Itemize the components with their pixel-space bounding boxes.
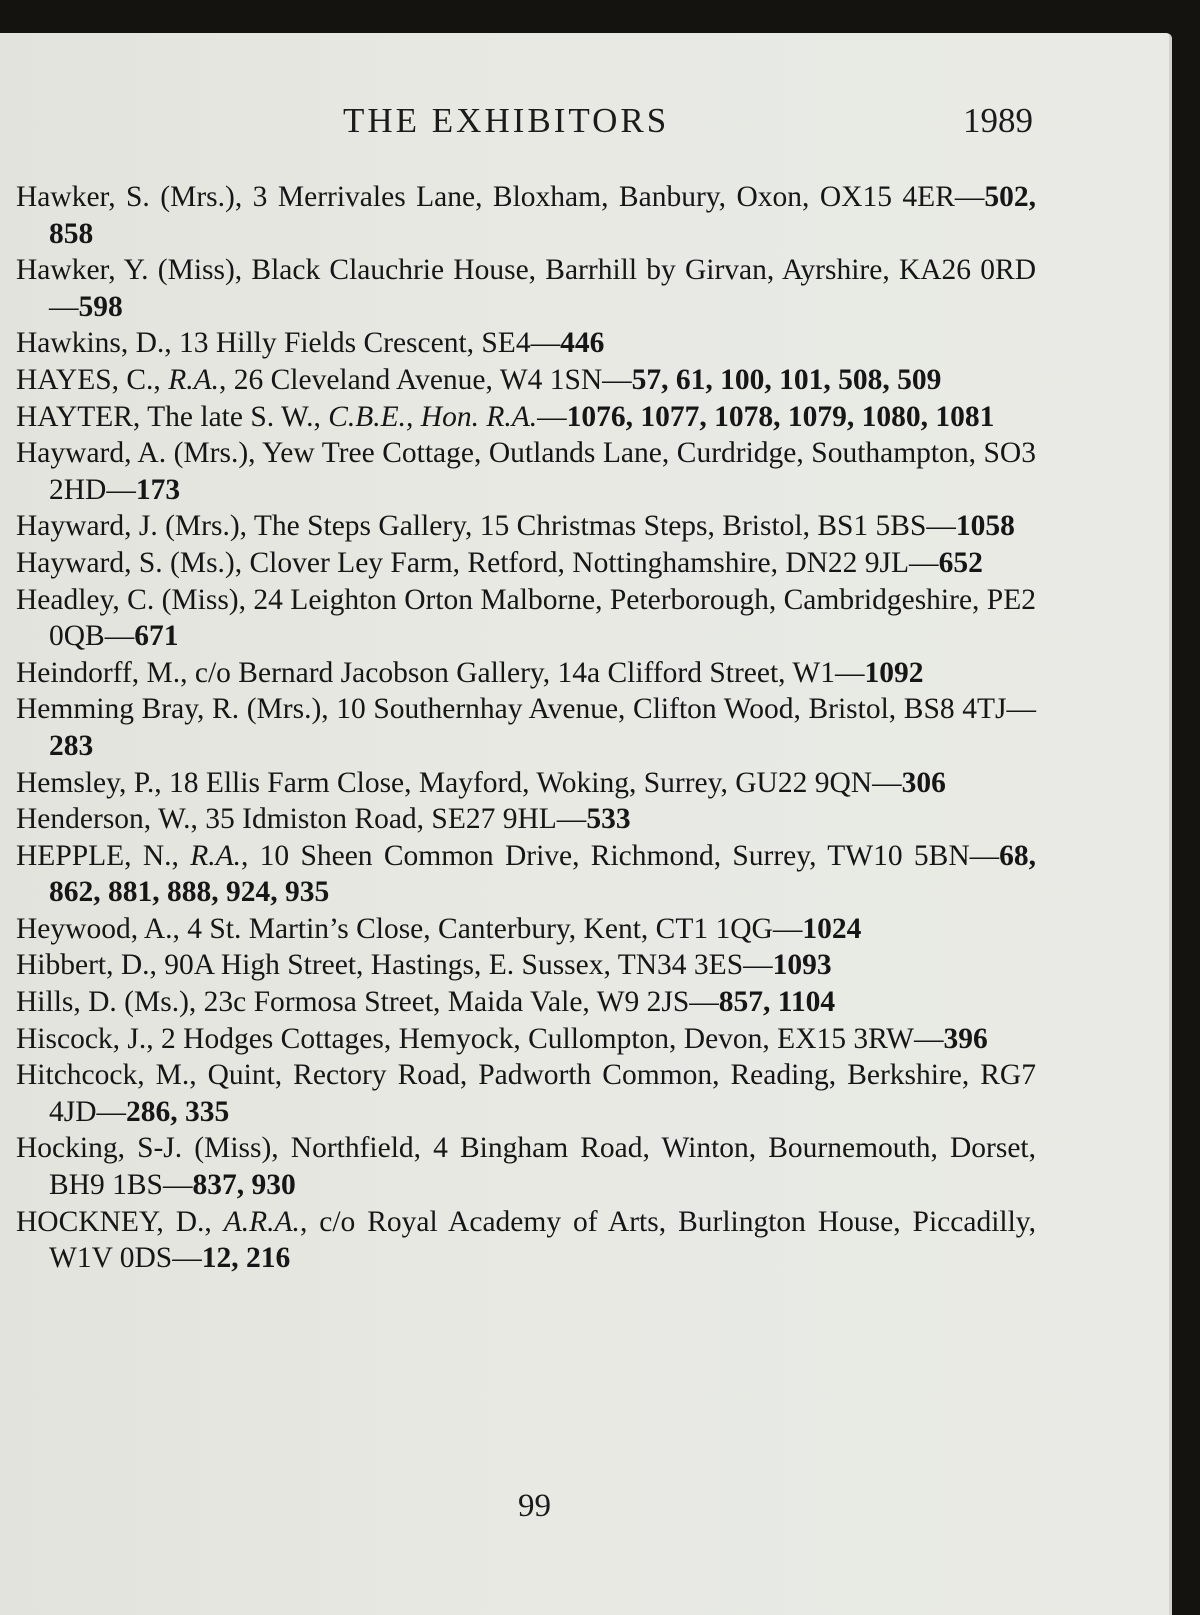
entry-text: Hawkins, D., 13 Hilly Fields Crescent, SE4— [16, 327, 561, 360]
entry-text: Headley, C. (Miss), 24 Leighton Orton Malborne, Peterborough, Cambridgeshire, PE2 0QB— [16, 583, 1036, 653]
entry-address: — [537, 400, 567, 433]
catalogue-numbers: 652 [938, 546, 983, 579]
entry-address: , c/o Royal Academy of Arts, Burlington House, Piccadilly, W1V 0DS— [49, 1205, 1036, 1275]
entry-text: HAYES, C., [16, 363, 169, 396]
entry-text: HEPPLE, N., [16, 839, 191, 872]
entry-text: Hiscock, J., 2 Hodges Cottages, Hemyock, Cullompton, Devon, EX15 3RW— [16, 1022, 944, 1055]
section-title: THE EXHIBITORS [343, 101, 670, 140]
exhibitor-entry [16, 1057, 1036, 1130]
catalogue-numbers: 671 [134, 620, 179, 653]
exhibitor-entry [16, 362, 1036, 399]
entry-text: Hawker, Y. (Miss), Black Clauchrie House, Barrhill by Girvan, Ayrshire, KA26 0RD— [16, 254, 1036, 323]
catalogue-numbers: 598 [78, 290, 123, 323]
catalogue-numbers: 1093 [772, 949, 832, 982]
header-year: 1989 [963, 101, 1033, 140]
entry-text: HAYTER, The late S. W., [16, 400, 329, 433]
catalogue-numbers: 502, 858 [49, 181, 1036, 250]
exhibitor-entry [16, 1130, 1036, 1203]
entry-text: Heindorff, M., c/o Bernard Jacobson Gallery, 14a Clifford Street, W1— [16, 656, 865, 689]
entry-text: Hemming Bray, R. (Mrs.), 10 Southernhay Avenue, Clifton Wood, Bristol, BS8 4TJ— [16, 693, 1036, 726]
catalogue-numbers: 283 [49, 729, 94, 762]
entry-honours: R.A. [168, 363, 219, 396]
exhibitor-entry [16, 252, 1036, 325]
exhibitor-entry [16, 765, 1036, 802]
catalogue-numbers: 306 [901, 766, 946, 799]
entry-honours: C.B.E., Hon. R.A. [328, 400, 538, 433]
entry-text: Henderson, W., 35 Idmiston Road, SE27 9HL— [16, 803, 587, 836]
exhibitor-entry [16, 399, 1036, 436]
exhibitor-entry [16, 1021, 1036, 1058]
entry-honours: R.A. [190, 839, 241, 872]
entry-text: HOCKNEY, D., [16, 1205, 224, 1238]
page-edge [1169, 33, 1172, 1615]
entry-text: Hocking, S-J. (Miss), Northfield, 4 Bingham Road, Winton, Bournemouth, Dorset, BH9 1BS— [16, 1132, 1036, 1202]
exhibitor-entry [16, 508, 1036, 545]
exhibitor-entry [16, 947, 1036, 984]
catalogue-numbers: 1058 [955, 510, 1015, 543]
entry-address: , 26 Cleveland Avenue, W4 1SN— [218, 363, 632, 396]
exhibitor-entry [16, 582, 1036, 655]
catalogue-numbers: 12, 216 [201, 1242, 291, 1275]
entry-text: Hibbert, D., 90A High Street, Hastings, E. Sussex, TN34 3ES— [16, 949, 773, 982]
entry-text: Hitchcock, M., Quint, Rectory Road, Padworth Common, Reading, Berkshire, RG7 4JD— [16, 1059, 1036, 1128]
exhibitor-entry [16, 655, 1036, 692]
book-page [0, 33, 1172, 1615]
entry-text: Heywood, A., 4 St. Martin’s Close, Canterbury, Kent, CT1 1QG— [16, 912, 803, 945]
catalogue-numbers: 1092 [864, 656, 924, 689]
exhibitor-entry [16, 801, 1036, 838]
catalogue-numbers: 446 [560, 327, 605, 360]
catalogue-numbers: 533 [586, 803, 631, 836]
entry-honours: A.R.A. [223, 1205, 300, 1238]
entry-text: Hawker, S. (Mrs.), 3 Merrivales Lane, Bloxham, Banbury, Oxon, OX15 4ER— [16, 181, 985, 213]
catalogue-numbers: 68, 862, 881, 888, 924, 935 [49, 839, 1036, 909]
catalogue-numbers: 57, 61, 100, 101, 508, 509 [631, 363, 942, 396]
entry-text: Hills, D. (Ms.), 23c Formosa Street, Maida Vale, W9 2JS— [16, 986, 719, 1019]
exhibitor-entry [16, 325, 1036, 362]
entry-text: Hayward, J. (Mrs.), The Steps Gallery, 15 Christmas Steps, Bristol, BS1 5BS— [16, 510, 956, 543]
entry-text: Hayward, A. (Mrs.), Yew Tree Cottage, Outlands Lane, Curdridge, Southampton, SO3 2HD— [16, 437, 1036, 506]
exhibitor-entry [16, 911, 1036, 948]
catalogue-numbers: 286, 335 [126, 1095, 230, 1128]
catalogue-numbers: 396 [943, 1022, 988, 1055]
entry-address: , 10 Sheen Common Drive, Richmond, Surrey, TW10 5BN— [241, 839, 1000, 872]
exhibitor-entry [16, 691, 1036, 764]
catalogue-numbers: 1076, 1077, 1078, 1079, 1080, 1081 [566, 400, 995, 433]
page-number: 99 [518, 1488, 551, 1524]
exhibitor-entry [16, 984, 1036, 1021]
exhibitor-entry [16, 179, 1036, 252]
exhibitor-entry [16, 838, 1036, 911]
exhibitor-entry [16, 435, 1036, 508]
exhibitor-entry [16, 545, 1036, 582]
entry-text: Hayward, S. (Ms.), Clover Ley Farm, Retford, Nottinghamshire, DN22 9JL— [16, 546, 939, 579]
catalogue-numbers: 837, 930 [192, 1169, 296, 1202]
entry-text: Hemsley, P., 18 Ellis Farm Close, Mayford, Woking, Surrey, GU22 9QN— [16, 766, 902, 799]
running-header [0, 101, 1172, 141]
exhibitor-entry [16, 1204, 1036, 1277]
catalogue-numbers: 857, 1104 [718, 986, 836, 1019]
exhibitor-list [16, 179, 1036, 1277]
catalogue-numbers: 1024 [802, 912, 862, 945]
catalogue-numbers: 173 [135, 473, 181, 506]
